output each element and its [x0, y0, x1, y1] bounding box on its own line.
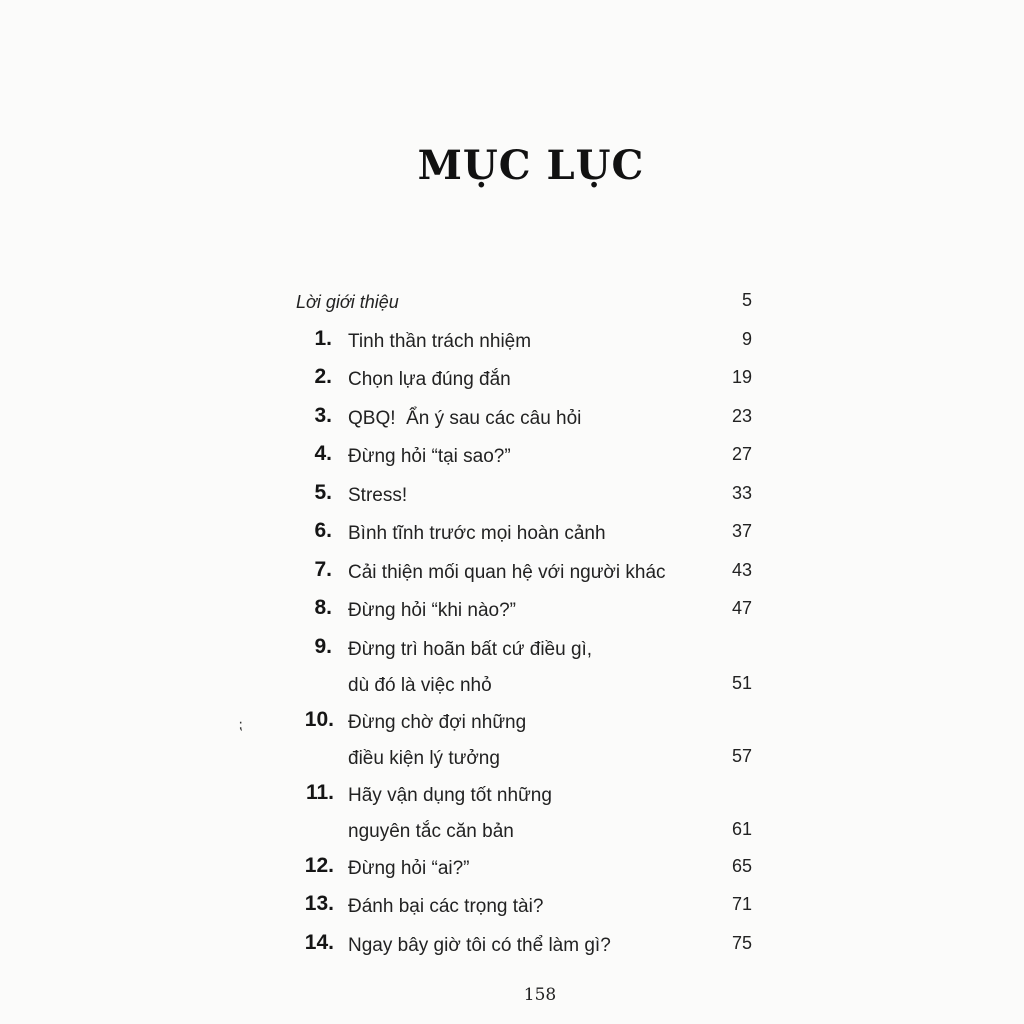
- toc-entry-title: [348, 705, 526, 777]
- toc-entry-8: [296, 596, 766, 635]
- toc-entry-number: 3.: [314, 403, 332, 427]
- toc-entry-line: Chọn lựa đúng đắn: [348, 369, 511, 390]
- toc-entry-number: 1.: [314, 326, 332, 350]
- toc-intro-row: [296, 288, 766, 327]
- toc-entry-line: nguyên tắc căn bản: [348, 820, 514, 842]
- toc-page-number: 9: [741, 328, 752, 349]
- toc-entry-title: [348, 516, 606, 552]
- toc-entry-line: Tinh thần trách nhiệm: [348, 330, 532, 352]
- toc-entry-title: [348, 401, 581, 437]
- toc-entry-number: 11.: [305, 780, 334, 804]
- toc-page-number: 65: [731, 855, 752, 876]
- toc-entry-1: [296, 327, 766, 366]
- toc-page-number: 75: [731, 932, 752, 953]
- toc-entry-title: [348, 632, 592, 704]
- toc-page-number: 61: [731, 818, 752, 839]
- toc-entry-14: [296, 931, 766, 970]
- toc-page-number: 37: [731, 521, 752, 541]
- toc-entry-6: [296, 519, 766, 558]
- page-title: MỤC LỤC: [417, 142, 645, 189]
- toc-entry-line: QBQ! Ẩn ý sau các câu hỏi: [348, 407, 582, 429]
- toc-entry-number: 2.: [314, 365, 332, 388]
- toc-entry-title: [348, 324, 531, 360]
- toc-entry-number: 14.: [304, 930, 334, 954]
- toc-entry-line: Đừng hỏi “ai?”: [348, 857, 470, 879]
- toc-entry-line: Đừng trì hoãn bất cứ điều gì,: [348, 638, 593, 660]
- toc-entry-title: [348, 851, 470, 887]
- toc-entry-number: 12.: [304, 853, 334, 877]
- toc-entry-9: [296, 635, 766, 708]
- toc-entry-number: 8.: [314, 596, 332, 619]
- toc-entry-title: [348, 928, 611, 964]
- toc-page-number: 23: [731, 405, 752, 426]
- toc-entry-number: 5.: [314, 480, 332, 504]
- toc-entry-13: [296, 892, 766, 931]
- toc-entry-line: Đánh bại các trọng tài?: [348, 896, 544, 917]
- toc-entry-title: [348, 478, 407, 514]
- toc-entry-number: 10.: [304, 707, 334, 731]
- toc-page-number: 47: [731, 598, 752, 618]
- toc-entry-number: 13.: [304, 892, 334, 915]
- toc-entry-5: [296, 481, 766, 520]
- toc-entry-line: Hãy vận dụng tốt những: [348, 784, 552, 806]
- toc-entry-10: [296, 708, 766, 781]
- margin-mark: ⁏: [238, 716, 243, 732]
- toc-entry-4: [296, 442, 766, 481]
- table-of-contents: [296, 288, 766, 969]
- page-folio-number: 158: [523, 985, 557, 1005]
- toc-page-number: 19: [731, 367, 752, 387]
- toc-entry-line: dù đó là việc nhỏ: [348, 674, 492, 696]
- toc-entry-title: [348, 362, 511, 398]
- toc-entry-line: Đừng hỏi “tại sao?”: [348, 446, 511, 467]
- toc-entry-line: Bình tĩnh trước mọi hoàn cảnh: [348, 523, 606, 544]
- toc-page-number: 71: [731, 894, 752, 914]
- toc-page-number: 51: [731, 672, 752, 693]
- toc-entry-number: 4.: [314, 442, 332, 465]
- toc-page-number: 5: [741, 290, 752, 310]
- toc-entry-title: [348, 778, 552, 850]
- toc-entry-number: 6.: [314, 519, 332, 542]
- toc-entry-title: [348, 439, 511, 475]
- toc-entry-11: [296, 781, 766, 854]
- toc-entry-3: [296, 404, 766, 443]
- toc-entry-number: 9.: [314, 634, 332, 658]
- toc-entry-12: [296, 854, 766, 893]
- toc-entry-line: Đừng hỏi “khi nào?”: [348, 600, 516, 621]
- toc-page-number: 43: [731, 559, 752, 580]
- toc-entry-line: Cải thiện mối quan hệ với người khác: [348, 561, 666, 583]
- toc-page-number: 33: [731, 482, 752, 503]
- toc-entry-number: 7.: [314, 557, 332, 581]
- toc-entry-line: Đừng chờ đợi những: [348, 711, 527, 733]
- toc-entry-line: Stress!: [348, 484, 408, 506]
- toc-entry-title: [348, 889, 543, 925]
- toc-entry-title: [348, 555, 666, 591]
- toc-entry-line: Ngay bây giờ tôi có thể làm gì?: [348, 934, 611, 956]
- toc-entry-line: điều kiện lý tưởng: [348, 747, 500, 769]
- toc-entry-2: [296, 365, 766, 404]
- toc-intro-label: Lời giới thiệu: [296, 292, 399, 312]
- toc-page-number: 57: [731, 745, 752, 766]
- toc-entry-7: [296, 558, 766, 597]
- toc-entry-title: [348, 593, 516, 629]
- toc-page-number: 27: [731, 444, 752, 464]
